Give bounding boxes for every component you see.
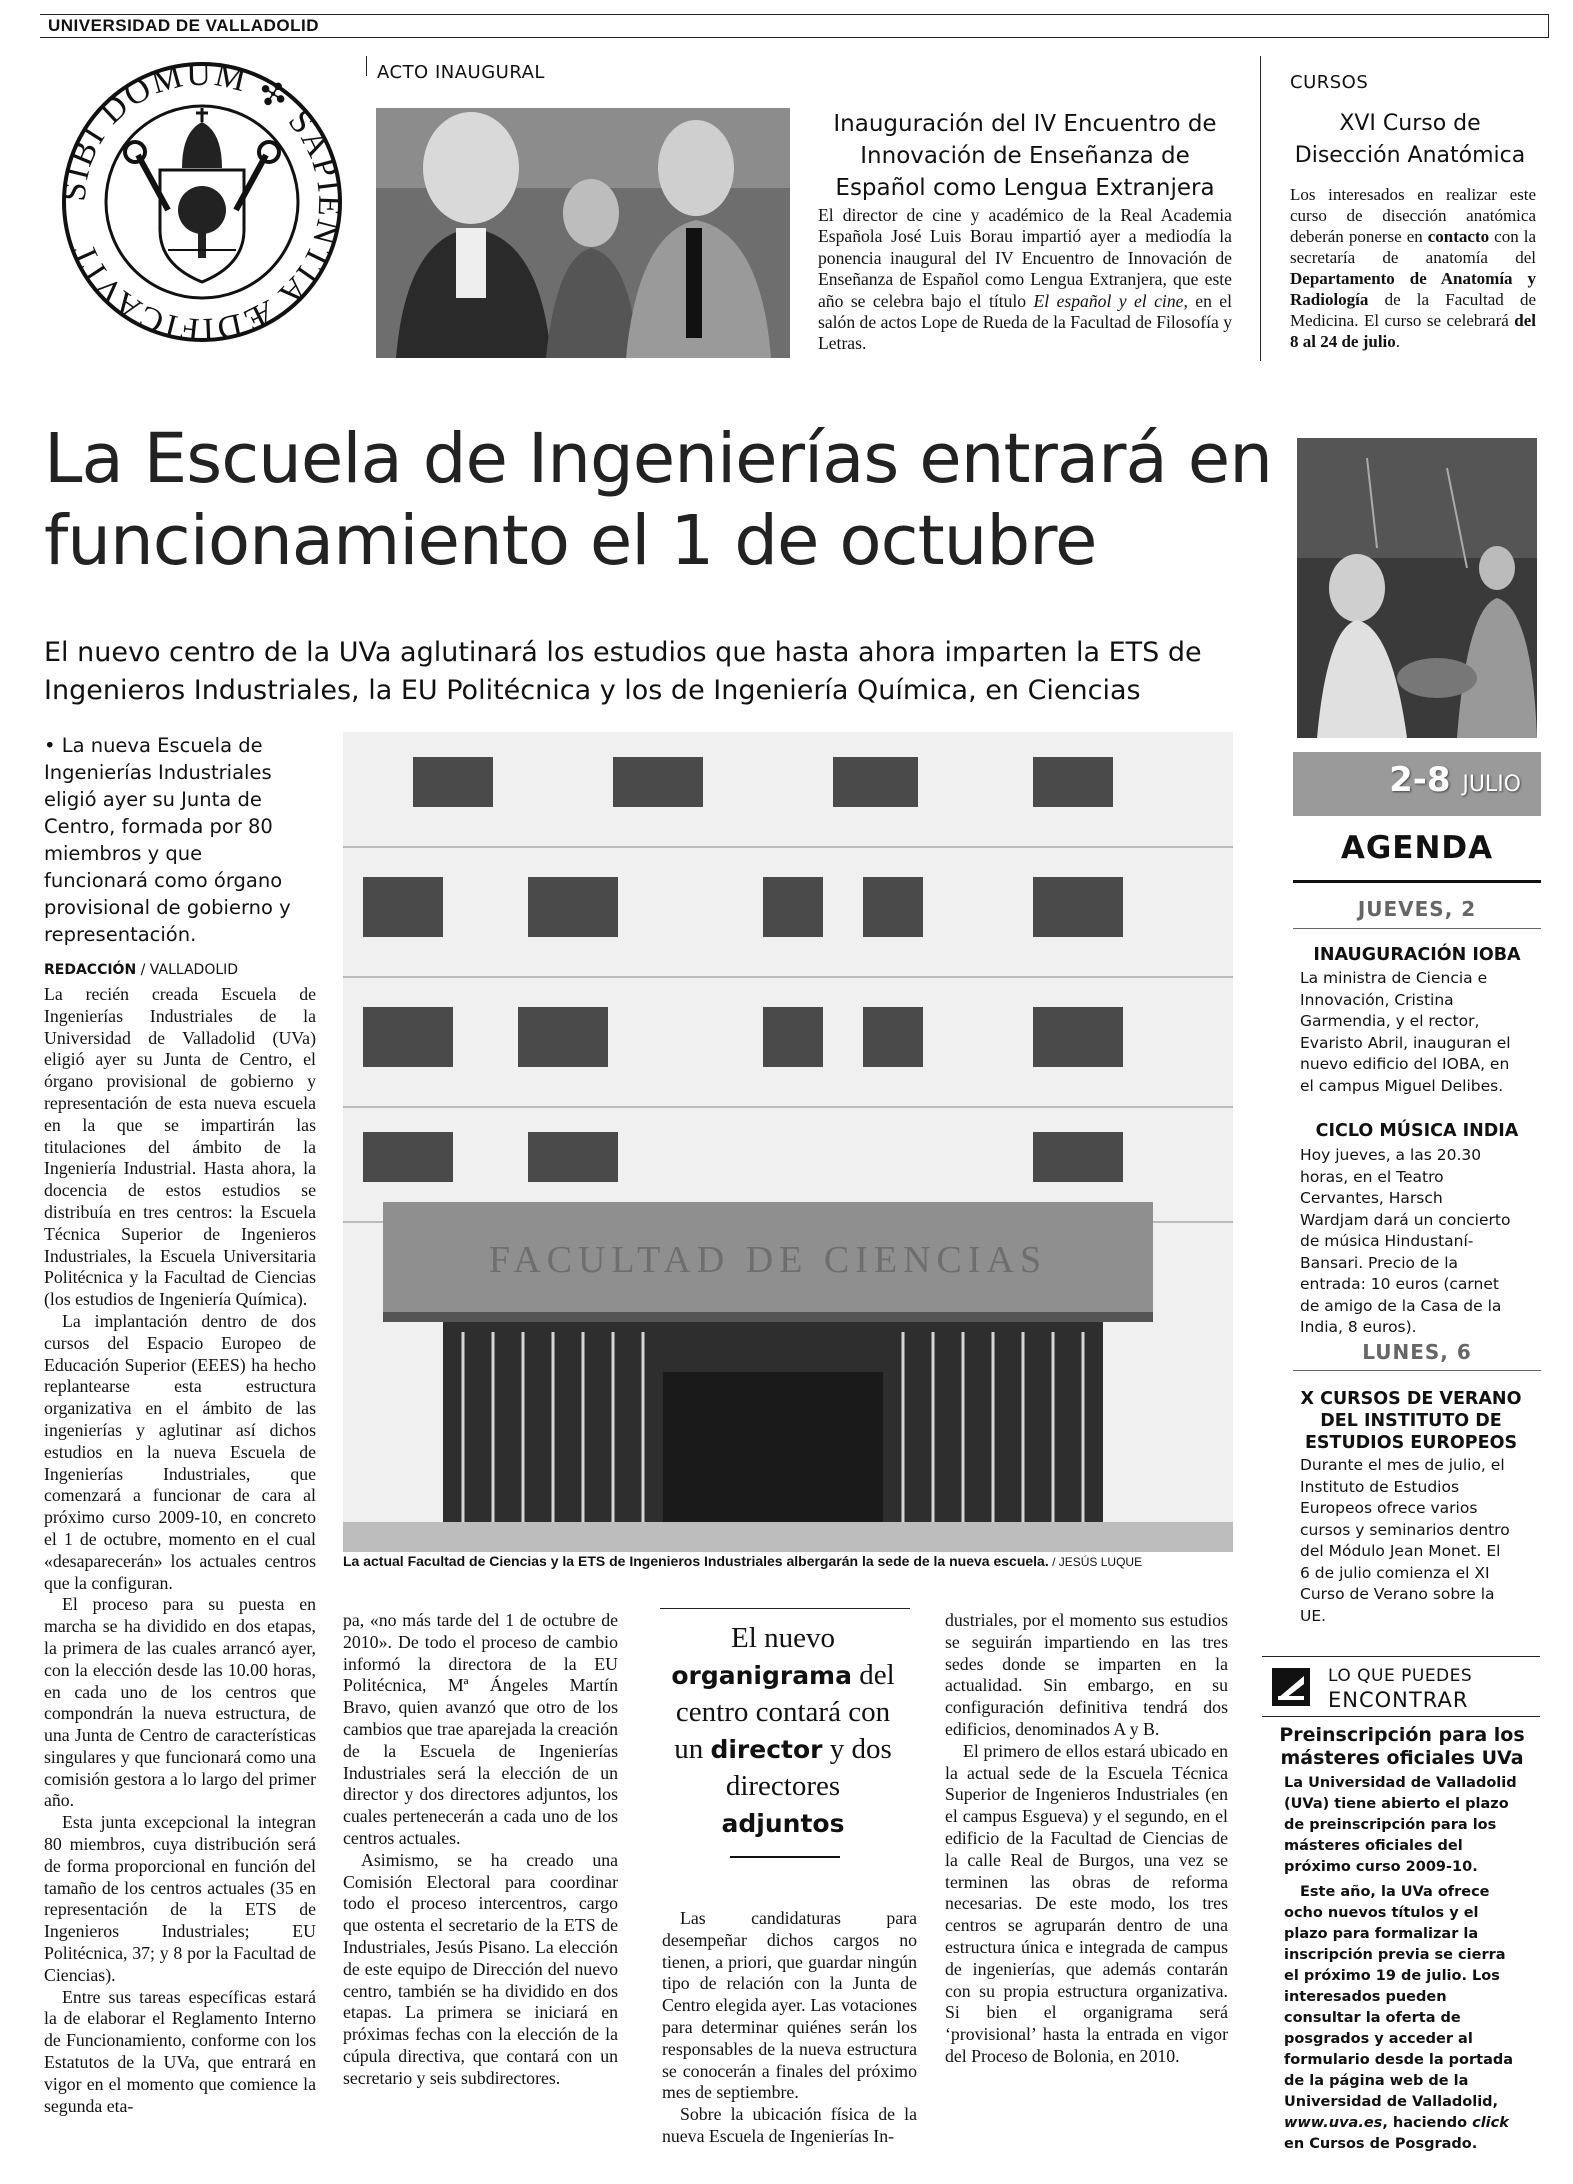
- agenda-day-rule: [1293, 1370, 1541, 1371]
- article-column-4: [945, 1610, 1228, 2068]
- article-deck: El nuevo centro de la UVa aglutinará los estudios que hasta ahora imparten la ETS de Ingenieros Industriales, la EU Politécnica y los de Ingeniería Química, en Ciencias: [44, 637, 1202, 706]
- pullquote-bold-2: director: [710, 1735, 823, 1764]
- loquepuedes-p2: [1284, 1882, 1520, 2155]
- cursos-body-bold-1: contacto: [1427, 227, 1490, 246]
- loquepuedes-header-rule: [1262, 1716, 1540, 1717]
- cursos-body-3: de la Facultad de Medicina. El curso se celebrará: [1290, 290, 1536, 330]
- acto-kicker: ACTO INAUGURAL: [377, 62, 545, 83]
- section-header: [40, 14, 1549, 38]
- seal-emblem-icon: [60, 60, 345, 345]
- agenda-event-text: Durante el mes de julio, el Instituto de Estudios Europeos ofrece varios cursos y seminarios dentro del Módulo Jean Monet. El 6 de julio comienza el XI Curso de Verano sobre la UE.: [1300, 1456, 1510, 1625]
- acto-body: [818, 205, 1232, 355]
- loquepuedes-p2-mid: , haciendo: [1382, 2115, 1473, 2131]
- loquepuedes-click-word: click: [1472, 2115, 1509, 2131]
- university-seal: [60, 60, 345, 345]
- pullquote-top-rule: [660, 1608, 910, 1609]
- pullquote-text-3: y dos directores: [725, 1733, 892, 1802]
- article-column-2: [343, 1610, 618, 2090]
- loquepuedes-p2-text: Este año, la UVa ofrece ocho nuevos títulos y el plazo para formalizar la inscripción previa se cierra el próximo 19 de julio. Los interesados pueden consultar la oferta de posgrados y acceder al formulario desde la portada de la página web de la Universidad de Valladolid,: [1284, 1884, 1514, 2110]
- acto-body-italic: El español y el cine: [1033, 290, 1184, 311]
- section-header-label: UNIVERSIDAD DE VALLADOLID: [48, 16, 319, 35]
- loquepuedes-kicker-2: ENCONTRAR: [1328, 1688, 1469, 1712]
- building-photo: [343, 732, 1233, 1552]
- article-paragraph: Asimismo, se ha creado una Comisión Electoral para coordinar todo el proceso intercentros, cargo que ostenta el secretario de la ETS de Industriales, Jesús Pisano. La elección de este equipo de Dirección del nuevo centro, también se ha dividido en dos etapas. La primera se iniciará en próximas fechas con la elección de la cúpula directiva, que contará con un secretario y seis subdirectores.: [343, 1849, 618, 2088]
- loquepuedes-header: [1262, 1664, 1540, 1712]
- cursos-kicker: CURSOS: [1290, 72, 1369, 93]
- agenda-dates-range: 2-8: [1389, 760, 1451, 800]
- loquepuedes-p1: La Universidad de Valladolid (UVa) tiene abierto el plazo de preinscripción para los másteres oficiales del próximo curso 2009-10.: [1284, 1775, 1517, 1875]
- article-lead: • La nueva Escuela de Ingenierías Industriales eligió ayer su Junta de Centro, formada por 80 miembros y que funcionará como órgano provisional de gobierno y representación.: [44, 734, 291, 946]
- agenda-event-text: La ministra de Ciencia e Innovación, Cristina Garmendia, y el rector, Evaristo Abril, inauguran el nuevo edificio del IOBA, en el campus Miguel Delibes.: [1300, 969, 1511, 1095]
- agenda-event-title: CICLO MÚSICA INDIA: [1315, 1121, 1519, 1141]
- pullquote-text-1: El nuevo: [731, 1622, 835, 1654]
- article-column-1: [44, 984, 316, 2117]
- acto-body-text: El director de cine y académico de la Real Academia Española José Luis Borau impartió ayer a mediodía la ponencia inaugural del IV Encuentro de Innovación de Enseñanza de Español como Lengua Extranjera, que este año se celebra bajo el título: [818, 205, 1232, 311]
- agenda-dates: [1389, 760, 1521, 800]
- agenda-event-title: X CURSOS DE VERANO DEL INSTITUTO DE ESTUDIOS EUROPEOS: [1300, 1389, 1522, 1453]
- article-paragraph: Sobre la ubicación física de la nueva Escuela de Ingenierías In-: [662, 2104, 917, 2146]
- building-photo-caption: [343, 1553, 1233, 1569]
- acto-photo: [376, 108, 790, 358]
- article-paragraph: La implantación dentro de dos cursos del Espacio Europeo de Educación Superior (EEES) ha hecho replantearse esta estructura organizativa en el ámbito de las ingenierías y aglutinar así dichos estudios en la nueva Escuela de Ingenierías Industriales, que comenzará a funcionar de cara al próximo curso 2009-10, en concreto el 1 de octubre, momento en el cual «desaparecerán» los actuales centros que la configuran.: [44, 1310, 316, 1593]
- loquepuedes-logo-icon: [1272, 1668, 1310, 1706]
- seal-motto: IBI DOMUM ✣ SAPIENTIA ÆDIFICAVIT: [60, 60, 345, 345]
- agenda-day-label: JUEVES, 2: [1357, 897, 1477, 921]
- agenda-month: JULIO: [1462, 772, 1521, 797]
- cursos-body-1: Los interesados en realizar este curso de disección anatómica deberán ponerse en: [1290, 185, 1536, 246]
- cursos-body-2: con la secretaría de anatomía del: [1290, 227, 1536, 267]
- article-paragraph: El primero de ellos estará ubicado en la actual sede de la Escuela Técnica Superior de Ingenieros Industriales (en el campus Esgueva) y el segundo, en el edificio de la Facultad de Ciencias de la calle Real de Burgos, una vez se terminen las obras de reforma necesarias. De este modo, los tres centros se agruparán dentro de una estructura única e integrada de campus de ingenierías, que además contarán con su propia estructura organizativa. Si bien el organigrama será ‘provisional’ hasta la entrada en vigor del Proceso de Bolonia, en 2010.: [945, 1740, 1228, 2066]
- article-headline: La Escuela de Ingenierías entrará en funcionamiento el 1 de octubre: [44, 419, 1272, 581]
- pullquote-bold-1: organigrama: [671, 1661, 852, 1690]
- loquepuedes-title: Preinscripción para los másteres oficiales UVa: [1279, 1724, 1525, 1769]
- cursos-body-bold-3: del 8 al 24 de julio: [1290, 311, 1536, 351]
- agenda-event-title: INAUGURACIÓN IOBA: [1313, 945, 1521, 965]
- pullquote-text-2: del centro contará con un: [674, 1659, 895, 1765]
- article-paragraph: dustriales, por el momento sus estudios se seguirán impartiendo en las tres sedes donde se imparten en la actualidad. Sin embargo, en su configuración definitiva tendrá dos edificios, denominados A y B.: [945, 1610, 1228, 1739]
- loquepuedes-p2-tail: en Cursos de Posgrado.: [1284, 2136, 1478, 2152]
- acto-kicker-rule: [366, 56, 367, 76]
- loquepuedes-kicker-1: LO QUE PUEDES: [1328, 1666, 1473, 1686]
- photo-caption-text: La actual Facultad de Ciencias y la ETS de Ingenieros Industriales albergarán la sede de la nueva escuela.: [343, 1553, 1049, 1569]
- cursos-rule: [1260, 56, 1261, 361]
- article-paragraph: La recién creada Escuela de Ingenierías Industriales de la Universidad de Valladolid (UVa) eligió ayer su Junta de Centro, el órgano provisional de gobierno y representación de esta nueva escuela en la que se impartirán las titulaciones del ámbito de la Ingeniería Industrial. Hasta ahora, la docencia de estos estudios se distribuía en tres centros: la Escuela Técnica Superior de Ingenieros Industriales, la Escuela Universitaria Politécnica y la Facultad de Ciencias (los estudios de Ingeniería Química).: [44, 984, 316, 1310]
- article-paragraph: Esta junta excepcional la integran 80 miembros, cuya distribución será de forma proporcional en función del tamaño de los centros actuales (35 en representación de la ETS de Ingenieros Industriales; EU Politécnica, 37; y 8 por la Facultad de Ciencias).: [44, 1812, 316, 1985]
- loquepuedes-top-rule: [1262, 1656, 1540, 1657]
- article-paragraph: Las candidaturas para desempeñar dichos cargos no tienen, a priori, que guardar ningún tipo de relación con la Junta de Centro elegida ayer. Las votaciones para determinar quiénes serán los responsables de la nueva estructura se conocerán a finales del próximo mes de septiembre.: [662, 1908, 917, 2103]
- loquepuedes-url-link[interactable]: www.uva.es: [1284, 2115, 1383, 2131]
- pullquote-bold-3: adjuntos: [721, 1809, 845, 1838]
- acto-title: Inauguración del IV Encuentro de Innovación de Enseñanza de Español como Lengua Extranjera: [833, 111, 1217, 201]
- article-column-3: [662, 1908, 917, 2148]
- cursos-body-bold-2: Departamento de Anatomía y Radiología: [1290, 269, 1536, 309]
- building-photo-image: [343, 732, 1233, 1552]
- music-photo-image: [1297, 438, 1537, 738]
- cursos-body-4: .: [1395, 332, 1401, 351]
- agenda-day-rule: [1293, 928, 1541, 929]
- byline-location: / VALLADOLID: [136, 962, 239, 978]
- building-sign-text: FACULTAD DE CIENCIAS: [488, 1239, 1048, 1281]
- article-paragraph: Entre sus tareas específicas estará la de elaborar el Reglamento Interno de Funcionamiento, conforme con los Estatutos de la UVa, que entrará en vigor en el momento que comience la segunda eta-: [44, 1986, 316, 2116]
- music-photo: [1297, 438, 1537, 738]
- cursos-body: [1290, 184, 1536, 352]
- article-paragraph: El proceso para su puesta en marcha se ha dividido en dos etapas, la primera de las cuales arrancó ayer, con la elección desde las 10.00 horas, en cada uno de los centros que compondrán la nueva estructura, de una Junta de Centro de características singulares y que funcionará como una comisión gestora a lo largo del primer año.: [44, 1594, 316, 1811]
- article-pullquote: [663, 1620, 903, 1842]
- agenda-event-text: Hoy jueves, a las 20.30 horas, en el Teatro Cervantes, Harsch Wardjam dará un concierto de música Hindustaní-Bansari. Precio de la entrada: 10 euros (carnet de amigo de la Casa de la India, 8 euros).: [1300, 1146, 1511, 1336]
- byline-author: REDACCIÓN: [44, 962, 137, 978]
- agenda-day-label: LUNES, 6: [1362, 1340, 1472, 1364]
- cursos-title: XVI Curso de Disección Anatómica: [1294, 111, 1526, 168]
- agenda-banner: [1293, 752, 1541, 816]
- agenda-title: AGENDA: [1340, 830, 1494, 866]
- pullquote-bottom-rule: [730, 1856, 840, 1858]
- photo-credit: / JESÚS LUQUE: [1048, 1555, 1143, 1569]
- agenda-title-rule: [1293, 880, 1541, 883]
- acto-body-tail: , en el salón de actos Lope de Rueda de la Facultad de Filosofía y Letras.: [818, 290, 1232, 354]
- article-byline: [44, 962, 238, 978]
- article-paragraph: pa, «no más tarde del 1 de octubre de 2010». De todo el proceso de cambio informó la directora de la EU Politécnica, Mª Ángeles Martín Bravo, quien avanzó que otro de los cambios que trae aparejada la creación de la Escuela de Ingenierías Industriales será la elección de un director y dos directores adjuntos, los cuales pertenecerán a cada uno de los centros actuales.: [343, 1610, 618, 1848]
- acto-photo-image: [376, 108, 790, 358]
